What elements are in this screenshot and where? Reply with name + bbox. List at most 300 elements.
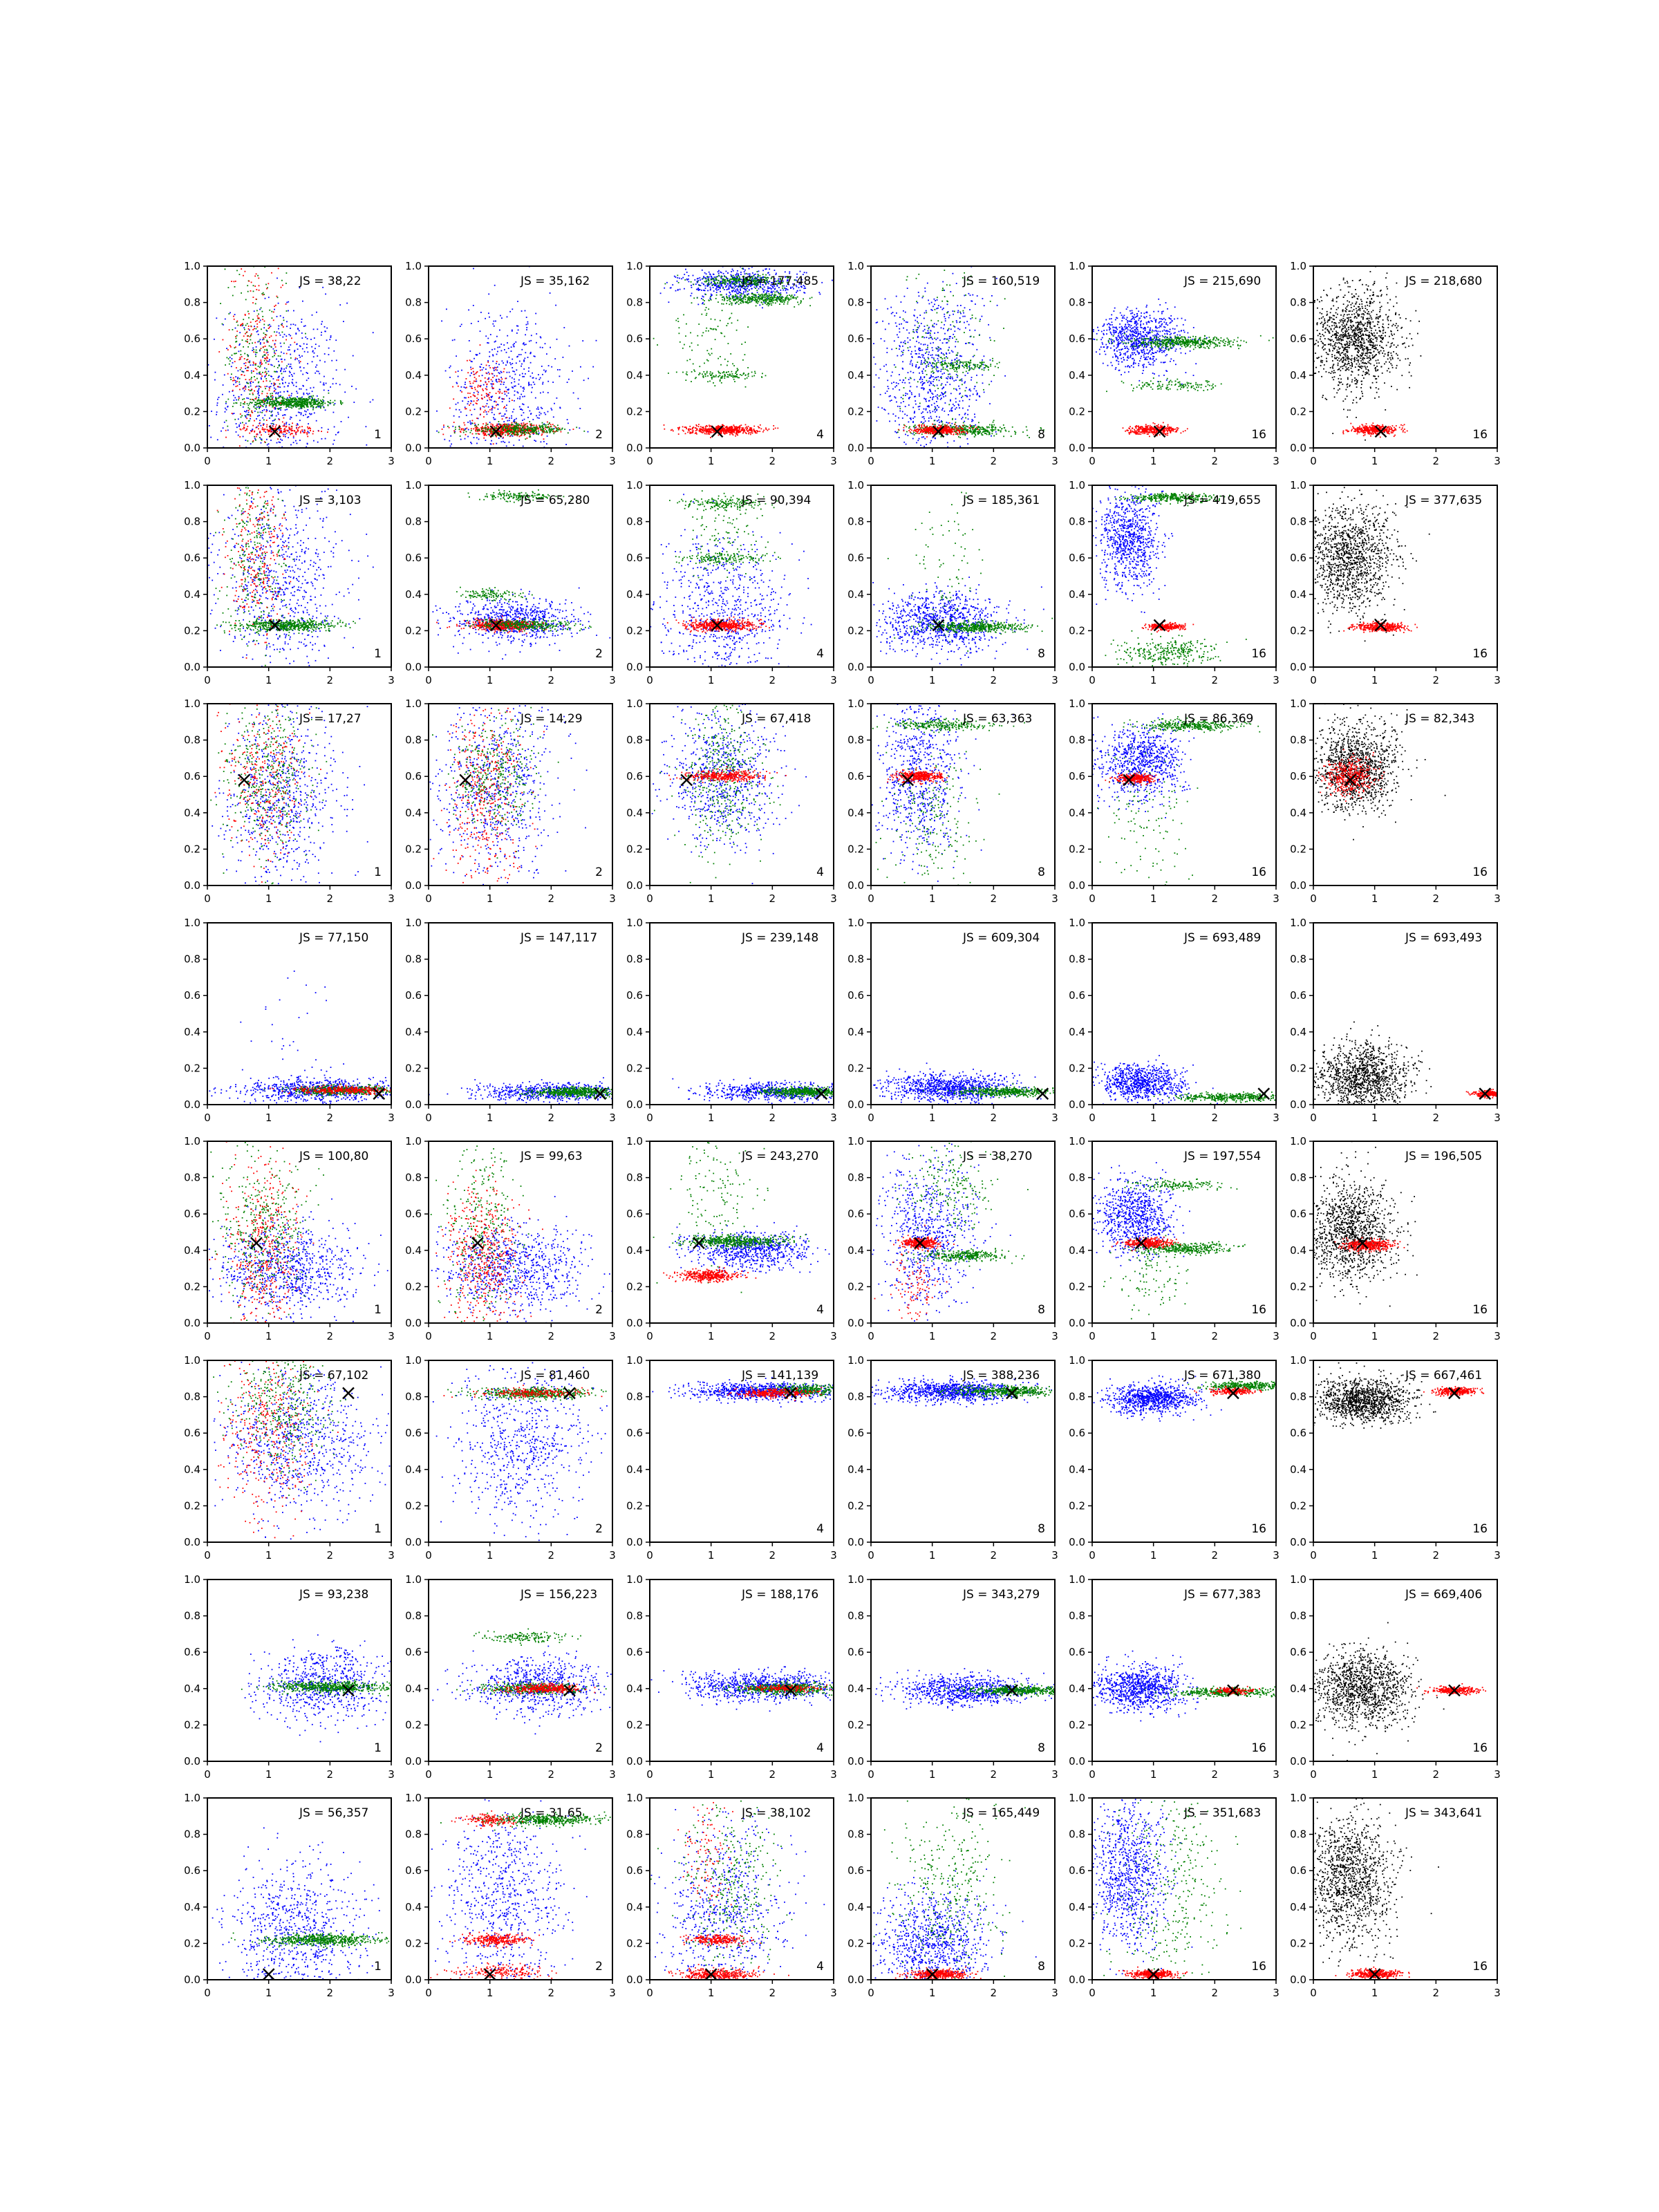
scatter-point [787, 289, 789, 290]
scatter-point [486, 389, 487, 391]
scatter-point [324, 407, 325, 409]
scatter-point [288, 514, 289, 515]
scatter-point [321, 332, 322, 333]
scatter-point [743, 373, 744, 374]
scatter-point [458, 416, 460, 418]
scatter-point [223, 427, 224, 429]
scatter-point [290, 428, 291, 429]
scatter-point [765, 375, 767, 377]
scatter-point [793, 288, 794, 290]
scatter-point [280, 371, 281, 372]
scatter-point [724, 359, 726, 360]
scatter-point [279, 383, 281, 384]
scatter-point [469, 393, 471, 394]
scatter-point [266, 288, 268, 290]
scatter-point [531, 465, 532, 466]
scatter-point [330, 335, 332, 337]
scatter-point [736, 264, 738, 265]
scatter-point [269, 310, 270, 311]
scatter-point [747, 294, 749, 296]
scatter-point [454, 432, 456, 433]
scatter-point [753, 426, 755, 427]
scatter-point [731, 278, 733, 279]
scatter-point [281, 428, 282, 429]
scatter-point [496, 405, 497, 406]
scatter-point [528, 371, 529, 372]
scatter-point [259, 422, 261, 424]
scatter-point [241, 417, 242, 418]
scatter-point [529, 421, 530, 422]
scatter-point [696, 289, 697, 290]
scatter-point [267, 444, 268, 446]
scatter-point [262, 356, 263, 357]
scatter-point [708, 353, 709, 355]
scatter-point [745, 291, 747, 292]
scatter-point [534, 453, 536, 454]
scatter-point [700, 373, 701, 375]
scatter-point [235, 382, 236, 384]
scatter-point [492, 407, 494, 409]
scatter-point [677, 318, 679, 319]
scatter-point [494, 407, 496, 409]
scatter-point [783, 303, 785, 305]
scatter-point [532, 425, 534, 427]
scatter-point [522, 396, 523, 397]
scatter-point [523, 446, 524, 447]
scatter-point [539, 412, 541, 413]
scatter-point [253, 297, 254, 298]
scatter-point [342, 402, 344, 404]
scatter-point [453, 430, 455, 431]
scatter-point [551, 409, 552, 411]
scatter-point [685, 335, 686, 337]
scatter-point [245, 368, 246, 369]
scatter-point [261, 405, 263, 406]
scatter-point [523, 391, 524, 392]
scatter-point [702, 283, 703, 284]
scatter-point [253, 285, 254, 286]
scatter-point [516, 326, 518, 327]
scatter-point [277, 297, 279, 298]
scatter-point [235, 328, 236, 329]
scatter-point [317, 328, 318, 330]
scatter-point [486, 386, 487, 388]
scatter-point [247, 370, 249, 371]
scatter-point [234, 457, 235, 458]
scatter-point [255, 386, 256, 388]
scatter-point [738, 299, 739, 300]
scatter-point [260, 432, 261, 433]
scatter-point [751, 372, 753, 373]
scatter-point [503, 433, 504, 435]
scatter-point [273, 402, 274, 403]
scatter-point [285, 481, 287, 482]
scatter-point [522, 409, 523, 411]
scatter-point [299, 420, 301, 421]
scatter-point [461, 370, 462, 371]
scatter-point [299, 440, 301, 441]
scatter-point [769, 304, 770, 306]
scatter-point [322, 529, 324, 531]
scatter-point [720, 373, 721, 374]
scatter-point [503, 429, 504, 430]
scatter-point [274, 350, 275, 352]
scatter-point [228, 313, 229, 315]
scatter-point [736, 273, 738, 274]
scatter-point [489, 397, 490, 399]
scatter-point [247, 291, 249, 292]
scatter-point [736, 276, 738, 277]
scatter-point [478, 375, 480, 377]
scatter-point [672, 284, 673, 285]
scatter-point [272, 317, 273, 319]
scatter-point [508, 389, 509, 391]
scatter-point [285, 371, 286, 372]
scatter-point [544, 412, 545, 413]
scatter-point [547, 435, 548, 437]
scatter-point [767, 290, 768, 292]
scatter-point [512, 359, 513, 360]
scatter-point [272, 356, 274, 357]
scatter-point [254, 376, 255, 377]
scatter-point [750, 299, 751, 300]
scatter-point [286, 458, 288, 459]
scatter-point [579, 427, 580, 429]
scatter-point [256, 346, 257, 348]
scatter-point [324, 403, 326, 404]
scatter-point [468, 429, 469, 431]
scatter-point [255, 257, 256, 259]
scatter-point [518, 440, 520, 441]
scatter-point [761, 302, 762, 303]
scatter-point [744, 299, 746, 300]
scatter-point [488, 406, 489, 408]
scatter-point [737, 368, 738, 369]
scatter-point [467, 403, 469, 404]
scatter-point [301, 426, 303, 427]
scatter-point [731, 283, 732, 284]
scatter-point [263, 409, 265, 411]
scatter-point [496, 402, 497, 403]
scatter-point [330, 337, 332, 338]
scatter-point [556, 428, 557, 429]
scatter-point [556, 430, 557, 431]
scatter-point [473, 404, 474, 406]
scatter-point [256, 427, 257, 429]
scatter-point [291, 393, 292, 395]
scatter-point [274, 402, 275, 404]
scatter-point [280, 315, 281, 317]
scatter-point [736, 297, 738, 298]
scatter-point [476, 403, 478, 404]
scatter-point [245, 423, 247, 424]
scatter-point [576, 427, 577, 428]
scatter-point [286, 310, 288, 312]
scatter-point [711, 319, 712, 320]
scatter-point [247, 346, 249, 348]
scatter-point [263, 398, 265, 400]
scatter-point [292, 398, 293, 400]
scatter-point [291, 428, 292, 429]
scatter-point [306, 398, 308, 400]
scatter-point [709, 272, 710, 273]
scatter-point [506, 395, 507, 397]
scatter-point [470, 383, 471, 384]
scatter-point [782, 297, 784, 298]
scatter-point [467, 372, 469, 373]
scatter-point [516, 332, 518, 334]
scatter-point [518, 434, 519, 435]
scatter-point [494, 426, 495, 427]
scatter-point [525, 438, 526, 440]
scatter-point [513, 431, 514, 433]
scatter-point [712, 285, 713, 286]
scatter-point [693, 364, 694, 365]
scatter-point [718, 326, 719, 327]
scatter-point [458, 376, 459, 377]
scatter-point [235, 380, 236, 382]
scatter-point [244, 411, 245, 412]
scatter-point [373, 332, 374, 333]
scatter-point [519, 462, 521, 463]
scatter-point [718, 271, 719, 272]
scatter-point [796, 292, 797, 293]
scatter-point [247, 356, 249, 357]
scatter-point [691, 342, 693, 344]
scatter-point [758, 294, 760, 295]
scatter-point [290, 418, 291, 420]
scatter-point [236, 367, 237, 368]
scatter-point [497, 404, 498, 405]
scatter-point [702, 278, 704, 279]
scatter-point [265, 355, 266, 356]
scatter-point [244, 375, 245, 376]
scatter-point [252, 394, 254, 395]
scatter-point [285, 303, 287, 305]
scatter-point [260, 344, 261, 345]
scatter-point [786, 297, 787, 298]
scatter-point [306, 344, 308, 345]
scatter-point [344, 391, 346, 393]
scatter-point [691, 281, 692, 283]
scatter-point [561, 431, 562, 433]
scatter-point [547, 381, 549, 382]
scatter-point [236, 400, 237, 401]
scatter-point [327, 431, 328, 433]
scatter-point [328, 354, 330, 355]
scatter-point [474, 422, 476, 424]
scatter-point [734, 282, 735, 283]
scatter-point [528, 432, 529, 433]
scatter-point [450, 435, 451, 437]
scatter-point [733, 279, 734, 281]
scatter-point [534, 424, 535, 426]
scatter-point [729, 283, 731, 284]
scatter-point [501, 350, 503, 352]
scatter-point [501, 317, 503, 319]
scatter-point [546, 430, 547, 431]
scatter-point [263, 381, 264, 382]
scatter-point [630, 294, 632, 296]
scatter-point [735, 290, 737, 291]
scatter-point [527, 406, 529, 408]
scatter-point [535, 440, 536, 442]
scatter-point [470, 396, 471, 397]
scatter-point [473, 382, 474, 384]
scatter-point [264, 376, 265, 377]
scatter-point [677, 275, 678, 276]
scatter-point [255, 354, 256, 355]
scatter-point [572, 371, 573, 372]
scatter-point [276, 278, 278, 279]
scatter-point [727, 272, 729, 274]
scatter-point [270, 480, 272, 481]
scatter-point [330, 386, 331, 388]
scatter-point [249, 362, 250, 364]
scatter-point [341, 404, 342, 405]
scatter-point [294, 399, 296, 400]
scatter-point [295, 406, 297, 407]
scatter-point [686, 272, 688, 273]
scatter-point [502, 393, 503, 394]
scatter-point [491, 349, 493, 350]
scatter-point [450, 446, 451, 447]
scatter-point [480, 312, 482, 313]
scatter-point [500, 384, 502, 385]
scatter-point [245, 430, 246, 431]
scatter-point [743, 292, 744, 293]
scatter-point [263, 351, 265, 353]
scatter-point [275, 305, 276, 306]
scatter-point [542, 471, 543, 473]
scatter-point [540, 377, 541, 379]
scatter-point [505, 432, 507, 433]
scatter-point [745, 289, 747, 290]
scatter-point [262, 400, 263, 401]
scatter-point [301, 413, 302, 414]
scatter-point [234, 379, 235, 381]
scatter-point [541, 433, 543, 435]
scatter-point [299, 453, 300, 454]
scatter-point [706, 359, 708, 361]
scatter-point [262, 319, 263, 320]
scatter-point [721, 278, 722, 279]
scatter-point [664, 424, 665, 426]
scatter-point [776, 291, 778, 292]
scatter-point [756, 297, 757, 298]
scatter-point [482, 430, 483, 431]
scatter-point [677, 281, 678, 282]
scatter-point [489, 399, 491, 400]
scatter-point [516, 362, 517, 364]
scatter-point [269, 418, 270, 419]
scatter-point [486, 435, 487, 436]
scatter-point [494, 341, 496, 343]
scatter-point [339, 304, 341, 306]
scatter-point [711, 374, 713, 375]
scatter-point [734, 291, 735, 292]
scatter-point [525, 474, 527, 476]
scatter-point [512, 422, 513, 424]
scatter-point [486, 476, 487, 478]
scatter-point [251, 333, 252, 335]
scatter-point [526, 327, 527, 328]
scatter-point [724, 375, 726, 377]
scatter-point [475, 389, 476, 391]
scatter-point [752, 272, 753, 274]
scatter-point [506, 411, 507, 412]
scatter-point [732, 283, 733, 285]
scatter-point [281, 432, 283, 433]
scatter-point [279, 404, 280, 405]
scatter-point [240, 350, 241, 352]
scatter-point [294, 341, 295, 343]
scatter-point [485, 431, 487, 432]
scatter-point [709, 355, 711, 356]
scatter-point [704, 363, 705, 364]
scatter-point [254, 310, 255, 312]
scatter-point [321, 335, 322, 336]
scatter-point [281, 325, 283, 326]
scatter-point [263, 342, 265, 344]
scatter-point [535, 313, 536, 315]
scatter-point [754, 297, 756, 299]
scatter-point [285, 382, 286, 384]
scatter-point [543, 441, 545, 442]
scatter-point [526, 324, 527, 326]
scatter-point [292, 375, 293, 377]
scatter-point [264, 349, 265, 350]
scatter-point [491, 408, 493, 409]
scatter-point [316, 312, 317, 313]
scatter-point [269, 388, 270, 389]
scatter-point [521, 386, 522, 387]
scatter-point [317, 442, 319, 443]
scatter-point [466, 387, 467, 388]
scatter-point [710, 296, 711, 297]
scatter-point [573, 393, 574, 394]
scatter-point [261, 412, 263, 413]
scatter-point [281, 287, 282, 288]
scatter-point [224, 375, 225, 376]
scatter-point [318, 431, 319, 432]
scatter-point [497, 458, 498, 459]
scatter-point [718, 358, 719, 359]
scatter-point [491, 409, 493, 411]
scatter-point [251, 464, 252, 465]
scatter-point [259, 395, 260, 396]
scatter-point [499, 393, 500, 394]
scatter-point [536, 333, 537, 335]
scatter-point [724, 284, 726, 285]
scatter-point [505, 427, 506, 429]
scatter-point [248, 405, 250, 406]
scatter-point [679, 289, 681, 290]
scatter-point [768, 305, 769, 306]
scatter-point [504, 406, 505, 408]
scatter-point [254, 411, 256, 412]
scatter-point [283, 398, 285, 400]
scatter-point [724, 336, 725, 337]
scatter-point [493, 384, 494, 385]
x-tick-label: 1 [265, 455, 272, 467]
scatter-point [498, 479, 499, 480]
scatter-point [272, 423, 274, 424]
scatter-point [477, 427, 478, 429]
scatter-point [312, 399, 314, 400]
scatter-point [780, 299, 781, 300]
scatter-point [690, 295, 691, 297]
